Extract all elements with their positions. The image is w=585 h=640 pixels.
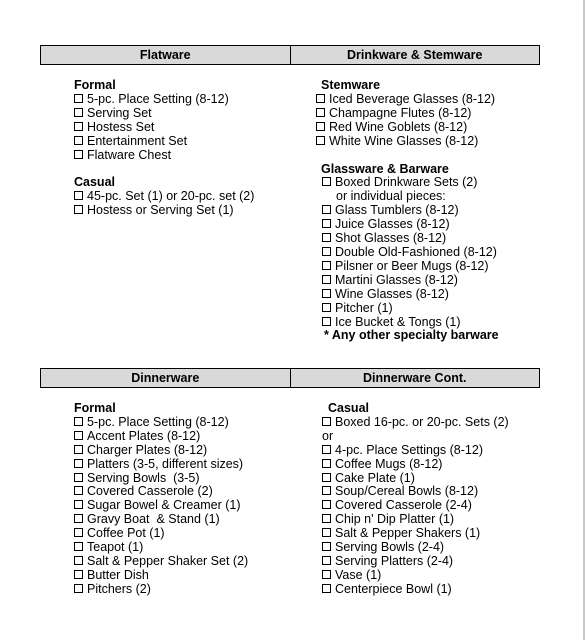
- checklist-item: Coffee Mugs (8-12): [322, 458, 509, 472]
- checkbox[interactable]: [316, 94, 325, 103]
- checklist-item: Covered Casserole (2-4): [322, 499, 509, 513]
- checkbox[interactable]: [74, 570, 83, 579]
- checkbox[interactable]: [322, 261, 331, 270]
- checklist-item: Entertainment Set: [74, 135, 254, 149]
- header-flatware: Flatware: [139, 48, 191, 62]
- checkbox[interactable]: [74, 514, 83, 523]
- flatware-section: [74, 79, 254, 218]
- checkbox[interactable]: [74, 136, 83, 145]
- checkbox[interactable]: [322, 542, 331, 551]
- checklist-item: Sugar Bowel & Creamer (1): [74, 499, 248, 513]
- checkbox[interactable]: [322, 247, 331, 256]
- checklist-item: Shot Glasses (8-12): [322, 232, 499, 246]
- checklist-item: Pitchers (2): [74, 583, 248, 597]
- checkbox[interactable]: [74, 94, 83, 103]
- checkbox[interactable]: [322, 556, 331, 565]
- checklist-item: Accent Plates (8-12): [74, 430, 248, 444]
- checkbox[interactable]: [74, 417, 83, 426]
- checkbox[interactable]: [74, 486, 83, 495]
- checkbox[interactable]: [322, 317, 331, 326]
- checklist-item: Gravy Boat & Stand (1): [74, 513, 248, 527]
- checklist-item: Cake Plate (1): [322, 472, 509, 486]
- checklist-item: Salt & Pepper Shaker Set (2): [74, 555, 248, 569]
- header-drinkware-stemware: Drinkware & Stemware: [290, 46, 540, 64]
- checkbox[interactable]: [322, 205, 331, 214]
- checkbox[interactable]: [322, 233, 331, 242]
- checklist-item: Champagne Flutes (8-12): [316, 107, 499, 121]
- checklist-item: Hostess or Serving Set (1): [74, 204, 254, 218]
- checkbox[interactable]: [74, 445, 83, 454]
- bottom-header-bar: [40, 368, 540, 388]
- checklist-item: White Wine Glasses (8-12): [316, 135, 499, 149]
- checklist-item: 4-pc. Place Settings (8-12): [322, 444, 509, 458]
- checklist-item: Juice Glasses (8-12): [322, 218, 499, 232]
- checklist-item: Covered Casserole (2): [74, 485, 248, 499]
- checkbox[interactable]: [74, 150, 83, 159]
- checkbox[interactable]: [322, 500, 331, 509]
- checklist-item: Boxed Drinkware Sets (2): [322, 176, 499, 190]
- checkbox[interactable]: [322, 528, 331, 537]
- checklist-item: Coffee Pot (1): [74, 527, 248, 541]
- checklist-item: Martini Glasses (8-12): [322, 274, 499, 288]
- checkbox[interactable]: [74, 542, 83, 551]
- checklist-item: Flatware Chest: [74, 149, 254, 163]
- checklist-item: 5-pc. Place Setting (8-12): [74, 416, 248, 430]
- checkbox[interactable]: [322, 289, 331, 298]
- checkbox[interactable]: [322, 584, 331, 593]
- checklist-item: Butter Dish: [74, 569, 248, 583]
- checkbox[interactable]: [74, 528, 83, 537]
- checkbox[interactable]: [316, 136, 325, 145]
- checklist-item: Centerpiece Bowl (1): [322, 583, 509, 597]
- checklist-item: Boxed 16-pc. or 20-pc. Sets (2): [322, 416, 509, 430]
- checkbox[interactable]: [322, 473, 331, 482]
- checkbox[interactable]: [316, 122, 325, 131]
- checkbox[interactable]: [74, 556, 83, 565]
- checklist-item: Teapot (1): [74, 541, 248, 555]
- checkbox[interactable]: [322, 459, 331, 468]
- header-dinnerware-cont: Dinnerware Cont.: [290, 369, 540, 387]
- checklist-item: Charger Plates (8-12): [74, 444, 248, 458]
- flatware-formal-title: Formal: [74, 78, 116, 92]
- checklist-item: Double Old-Fashioned (8-12): [322, 246, 499, 260]
- checkbox[interactable]: [74, 108, 83, 117]
- checkbox[interactable]: [322, 303, 331, 312]
- checklist-item: Pitcher (1): [322, 302, 499, 316]
- checklist-item: Ice Bucket & Tongs (1): [322, 316, 499, 330]
- checkbox[interactable]: [74, 191, 83, 200]
- checklist-item: 5-pc. Place Setting (8-12): [74, 93, 254, 107]
- checklist-item: Platters (3-5, different sizes): [74, 458, 248, 472]
- flatware-casual-title: Casual: [74, 175, 115, 190]
- checklist-item: Salt & Pepper Shakers (1): [322, 527, 509, 541]
- checklist-item: Iced Beverage Glasses (8-12): [316, 93, 499, 107]
- checklist-item: Vase (1): [322, 569, 509, 583]
- checklist-item: Serving Bowls (3-5): [74, 472, 248, 486]
- checkbox[interactable]: [74, 431, 83, 440]
- checkbox[interactable]: [322, 570, 331, 579]
- checklist-item: Serving Set: [74, 107, 254, 121]
- checklist-item: Hostess Set: [74, 121, 254, 135]
- checkbox[interactable]: [322, 275, 331, 284]
- dinnerware-section: [74, 402, 248, 597]
- checkbox[interactable]: [74, 584, 83, 593]
- dinnerware-cont-section: [322, 402, 509, 597]
- checkbox[interactable]: [322, 219, 331, 228]
- checkbox[interactable]: [74, 205, 83, 214]
- checkbox[interactable]: [322, 417, 331, 426]
- checkbox[interactable]: [74, 473, 83, 482]
- header-dinnerware: Dinnerware: [131, 371, 200, 385]
- boxed-subtext: or individual pieces:: [336, 189, 446, 204]
- checklist-item: Chip n' Dip Platter (1): [322, 513, 509, 527]
- checkbox[interactable]: [322, 445, 331, 454]
- checkbox[interactable]: [316, 108, 325, 117]
- checkbox[interactable]: [322, 177, 331, 186]
- checklist-item: Glass Tumblers (8-12): [322, 204, 499, 218]
- checklist-item: 45-pc. Set (1) or 20-pc. set (2): [74, 190, 254, 204]
- checkbox[interactable]: [322, 514, 331, 523]
- dinnerware-formal-title: Formal: [74, 401, 116, 415]
- checklist-item: Serving Platters (2-4): [322, 555, 509, 569]
- checklist-item: Serving Bowls (2-4): [322, 541, 509, 555]
- checkbox[interactable]: [322, 486, 331, 495]
- top-header-bar: [40, 45, 540, 65]
- stemware-title: Stemware: [321, 78, 381, 92]
- checkbox[interactable]: [74, 500, 83, 509]
- checklist-item: Wine Glasses (8-12): [322, 288, 499, 302]
- dinnerware-casual-title: Casual: [328, 401, 369, 415]
- specialty-barware-note: * Any other specialty barware: [324, 328, 499, 343]
- or-text: or: [322, 428, 334, 443]
- checklist-item: Soup/Cereal Bowls (8-12): [322, 485, 509, 499]
- checkbox[interactable]: [74, 122, 83, 131]
- checklist-item: Red Wine Goblets (8-12): [316, 121, 499, 135]
- checklist-item: Pilsner or Beer Mugs (8-12): [322, 260, 499, 274]
- drinkware-section: [316, 79, 499, 343]
- glassware-barware-title: Glassware & Barware: [321, 161, 449, 176]
- checkbox[interactable]: [74, 459, 83, 468]
